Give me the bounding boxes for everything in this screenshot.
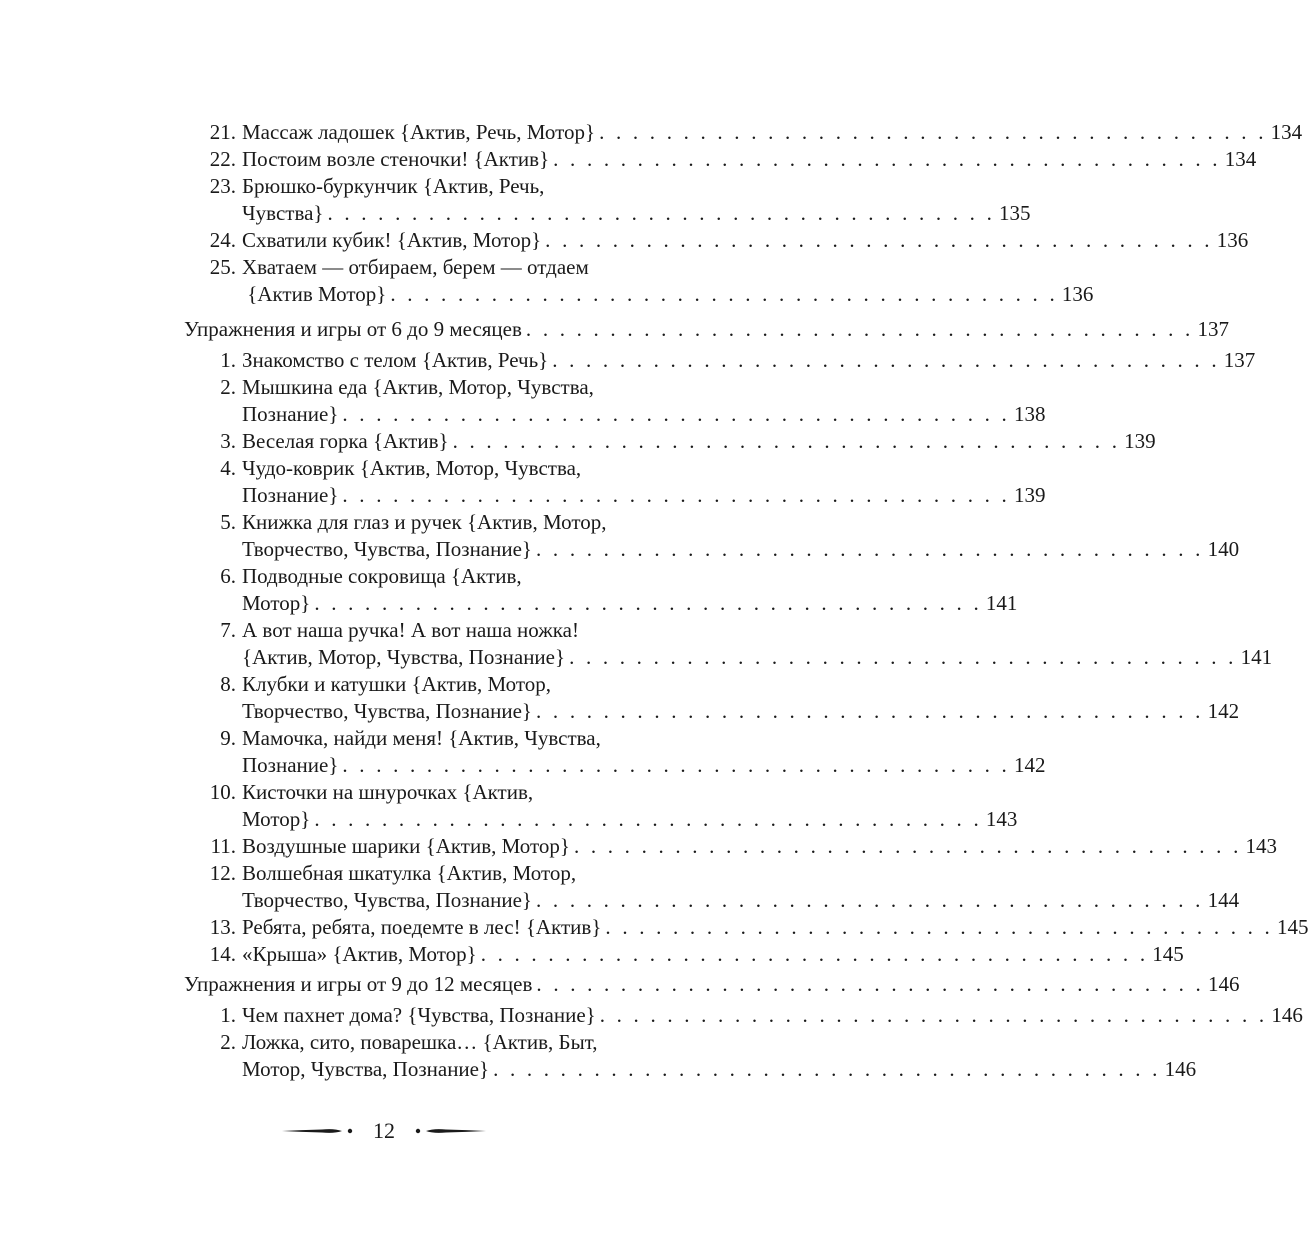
entry-title: Мамочка, найди меня! {Актив, Чувства, — [242, 726, 601, 750]
entry-title: Волшебная шкатулка {Актив, Мотор, — [242, 861, 577, 885]
toc-entry-b3 — [0, 428, 1156, 455]
toc-entry-b7-cont — [242, 644, 1273, 671]
toc-entry-b10 — [0, 779, 668, 806]
entry-title-cont: Творчество, Чувства, Познание} — [242, 699, 533, 723]
leader-dots: . . . . . . . . . . . . . . . . . . . . . . . . . . . . . . . . . . . . . . . . — [493, 1057, 1161, 1081]
toc-entry-b4 — [0, 455, 668, 482]
entry-number: 2. — [220, 1030, 236, 1054]
entry-title: Чудо-коврик {Актив, Мотор, Чувства, — [242, 456, 582, 480]
section-heading-9-12 — [184, 971, 1240, 998]
leader-dots: . . . . . . . . . . . . . . . . . . . . . . . . . . . . . . . . . . . . . . . . — [573, 834, 1242, 858]
entry-number: 21. — [209, 120, 236, 144]
leader-dots: . . . . . . . . . . . . . . . . . . . . . . . . . . . . . . . . . . . . . . . . — [553, 147, 1221, 171]
entry-title: Клубки и катушки {Актив, Мотор, — [242, 672, 552, 696]
toc-entry-b5 — [0, 509, 668, 536]
toc-entry-24 — [0, 227, 1249, 254]
entry-number: 11. — [210, 834, 236, 858]
entry-title: Схватили кубик! {Актив, Мотор} — [242, 228, 542, 252]
toc-entry-25-cont — [242, 281, 1094, 308]
entry-number: 9. — [220, 726, 236, 750]
toc-entry-b12-cont — [242, 887, 1240, 914]
leader-dots: . . . . . . . . . . . . . . . . . . . . . . . . . . . . . . . . . . . . . . . . — [599, 120, 1267, 144]
section-heading-6-9 — [184, 316, 1229, 343]
toc-entry-b8-cont — [242, 698, 1240, 725]
entry-page: 139 — [1124, 429, 1156, 453]
entry-number: 23. — [209, 174, 236, 198]
entry-number: 1. — [220, 1003, 236, 1027]
entry-number: 10. — [209, 780, 236, 804]
toc-entry-c1 — [0, 1002, 1303, 1029]
toc-entry-b9 — [0, 725, 668, 752]
entry-page: 145 — [1276, 915, 1308, 939]
entry-title: Веселая горка {Актив} — [242, 429, 449, 453]
leader-dots: . . . . . . . . . . . . . . . . . . . . . . . . . . . . . . . . . . . . . . . . — [314, 591, 982, 615]
toc-entry-c2-cont — [242, 1056, 1197, 1083]
entry-number: 8. — [220, 672, 236, 696]
toc-entry-b14 — [0, 941, 1184, 968]
entry-number: 22. — [209, 147, 236, 171]
toc-entry-25 — [0, 254, 668, 281]
section-page: 146 — [1207, 972, 1240, 996]
leader-dots: . . . . . . . . . . . . . . . . . . . . . . . . . . . . . . . . . . . . . . . . — [605, 915, 1273, 939]
entry-number: 24. — [209, 228, 236, 252]
page-footer — [0, 1116, 768, 1146]
leader-dots: . . . . . . . . . . . . . . . . . . . . . . . . . . . . . . . . . . . . . . . . — [480, 942, 1149, 966]
toc-entry-23 — [0, 173, 668, 200]
leader-dots: . . . . . . . . . . . . . . . . . . . . . . . . . . . . . . . . . . . . . . . . — [327, 201, 996, 225]
toc-entry-21 — [0, 119, 1303, 146]
entry-number: 14. — [209, 942, 236, 966]
leader-dots: . . . . . . . . . . . . . . . . . . . . . . . . . . . . . . . . . . . . . . . . — [536, 699, 1204, 723]
leader-dots: . . . . . . . . . . . . . . . . . . . . . . . . . . . . . . . . . . . . . . . . — [536, 972, 1204, 996]
entry-page: 138 — [1013, 402, 1046, 426]
entry-page: 142 — [1207, 699, 1240, 723]
entry-title-cont: Творчество, Чувства, Познание} — [242, 537, 533, 561]
leader-dots: . . . . . . . . . . . . . . . . . . . . . . . . . . . . . . . . . . . . . . . . — [536, 888, 1204, 912]
entry-page: 136 — [1216, 228, 1249, 252]
page-number: 12 — [373, 1118, 395, 1143]
entry-title: «Крыша» {Актив, Мотор} — [242, 942, 477, 966]
entry-number: 2. — [220, 375, 236, 399]
entry-title: Чем пахнет дома? {Чувства, Познание} — [242, 1003, 596, 1027]
entry-page: 136 — [1061, 282, 1094, 306]
entry-page: 137 — [1223, 348, 1256, 372]
entry-page: 140 — [1207, 537, 1240, 561]
entry-page: 141 — [1240, 645, 1273, 669]
entry-page: 144 — [1207, 888, 1240, 912]
leader-dots: . . . . . . . . . . . . . . . . . . . . . . . . . . . . . . . . . . . . . . . . — [545, 228, 1213, 252]
entry-page: 141 — [985, 591, 1018, 615]
toc-entry-c2 — [0, 1029, 668, 1056]
entry-title: А вот наша ручка! А вот наша ножка! — [242, 618, 579, 642]
toc-entry-b6-cont — [242, 590, 1018, 617]
entry-page: 143 — [1245, 834, 1278, 858]
toc-entry-b7 — [0, 617, 668, 644]
leader-dots: . . . . . . . . . . . . . . . . . . . . . . . . . . . . . . . . . . . . . . . . — [342, 753, 1010, 777]
leader-dots: . . . . . . . . . . . . . . . . . . . . . . . . . . . . . . . . . . . . . . . . — [525, 317, 1194, 341]
toc-entry-b5-cont — [242, 536, 1240, 563]
leader-dots: . . . . . . . . . . . . . . . . . . . . . . . . . . . . . . . . . . . . . . . . — [599, 1003, 1268, 1027]
left-ornament — [282, 1127, 357, 1135]
entry-title: Постоим возле стеночки! {Актив} — [242, 147, 550, 171]
toc-entry-b10-cont — [242, 806, 1018, 833]
entry-title: Подводные сокровища {Актив, — [242, 564, 522, 588]
entry-page: 145 — [1152, 942, 1184, 966]
leader-dots: . . . . . . . . . . . . . . . . . . . . . . . . . . . . . . . . . . . . . . . . — [390, 282, 1058, 306]
entry-number: 25. — [209, 255, 236, 279]
section-title: Упражнения и игры от 9 до 12 месяцев — [184, 972, 533, 996]
toc-entry-b12 — [0, 860, 668, 887]
toc-entry-22 — [0, 146, 1257, 173]
entry-title-cont: Чувства} — [242, 201, 324, 225]
entry-number: 1. — [220, 348, 236, 372]
entry-number: 3. — [220, 429, 236, 453]
leader-dots: . . . . . . . . . . . . . . . . . . . . . . . . . . . . . . . . . . . . . . . . — [452, 429, 1121, 453]
entry-title: Знакомство с телом {Актив, Речь} — [242, 348, 549, 372]
entry-title: Ложка, сито, поварешка… {Актив, Быт, — [242, 1030, 598, 1054]
toc-entry-b6 — [0, 563, 668, 590]
entry-page: 146 — [1164, 1057, 1197, 1081]
toc-entry-b9-cont — [242, 752, 1046, 779]
entry-title: Кисточки на шнурочках {Актив, — [242, 780, 534, 804]
entry-title: Массаж ладошек {Актив, Речь, Мотор} — [242, 120, 596, 144]
entry-title-cont: Творчество, Чувства, Познание} — [242, 888, 533, 912]
entry-number: 12. — [209, 861, 236, 885]
entry-page: 135 — [999, 201, 1031, 225]
entry-number: 7. — [220, 618, 236, 642]
toc-entry-b1 — [0, 347, 1256, 374]
entry-page: 142 — [1013, 753, 1046, 777]
section-page: 137 — [1197, 317, 1229, 341]
entry-number: 13. — [209, 915, 236, 939]
toc-entry-b2 — [0, 374, 668, 401]
entry-title-cont: Мотор} — [242, 807, 311, 831]
entry-title-cont: {Актив, Мотор, Чувства, Познание} — [242, 645, 566, 669]
leader-dots: . . . . . . . . . . . . . . . . . . . . . . . . . . . . . . . . . . . . . . . . — [569, 645, 1237, 669]
leader-dots: . . . . . . . . . . . . . . . . . . . . . . . . . . . . . . . . . . . . . . . . — [552, 348, 1220, 372]
entry-title: Брюшко-буркунчик {Актив, Речь, — [242, 174, 545, 198]
entry-number: 6. — [220, 564, 236, 588]
entry-title-cont: Мотор, Чувства, Познание} — [242, 1057, 490, 1081]
entry-title-cont: Мотор} — [242, 591, 311, 615]
entry-title: Ребята, ребята, поедемте в лес! {Актив} — [242, 915, 602, 939]
entry-title: Хватаем — отбираем, берем — отдаем — [242, 255, 589, 279]
section-title: Упражнения и игры от 6 до 9 месяцев — [184, 317, 522, 341]
entry-page: 146 — [1271, 1003, 1303, 1027]
entry-page: 139 — [1013, 483, 1046, 507]
entry-title-cont: Познание} — [242, 483, 339, 507]
entry-title: Воздушные шарики {Актив, Мотор} — [242, 834, 570, 858]
entry-title: Книжка для глаз и ручек {Актив, Мотор, — [242, 510, 607, 534]
leader-dots: . . . . . . . . . . . . . . . . . . . . . . . . . . . . . . . . . . . . . . . . — [342, 483, 1010, 507]
entry-title: Мышкина еда {Актив, Мотор, Чувства, — [242, 375, 594, 399]
entry-number: 5. — [220, 510, 236, 534]
leader-dots: . . . . . . . . . . . . . . . . . . . . . . . . . . . . . . . . . . . . . . . . — [342, 402, 1010, 426]
entry-number: 4. — [220, 456, 236, 480]
entry-page: 143 — [985, 807, 1018, 831]
leader-dots: . . . . . . . . . . . . . . . . . . . . . . . . . . . . . . . . . . . . . . . . — [536, 537, 1204, 561]
entry-page: 134 — [1270, 120, 1303, 144]
toc-entry-b8 — [0, 671, 668, 698]
toc-entry-23-cont — [242, 200, 1031, 227]
entry-page: 134 — [1224, 147, 1257, 171]
toc-entry-b2-cont — [242, 401, 1046, 428]
leader-dots: . . . . . . . . . . . . . . . . . . . . . . . . . . . . . . . . . . . . . . . . — [314, 807, 982, 831]
entry-title-cont: Познание} — [242, 753, 339, 777]
toc-entry-b4-cont — [242, 482, 1046, 509]
toc-entry-b11 — [0, 833, 1278, 860]
toc-entry-b13 — [0, 914, 1308, 941]
entry-title-cont: Познание} — [242, 402, 339, 426]
entry-title-cont: {Актив Мотор} — [242, 282, 387, 306]
right-ornament — [411, 1127, 486, 1135]
